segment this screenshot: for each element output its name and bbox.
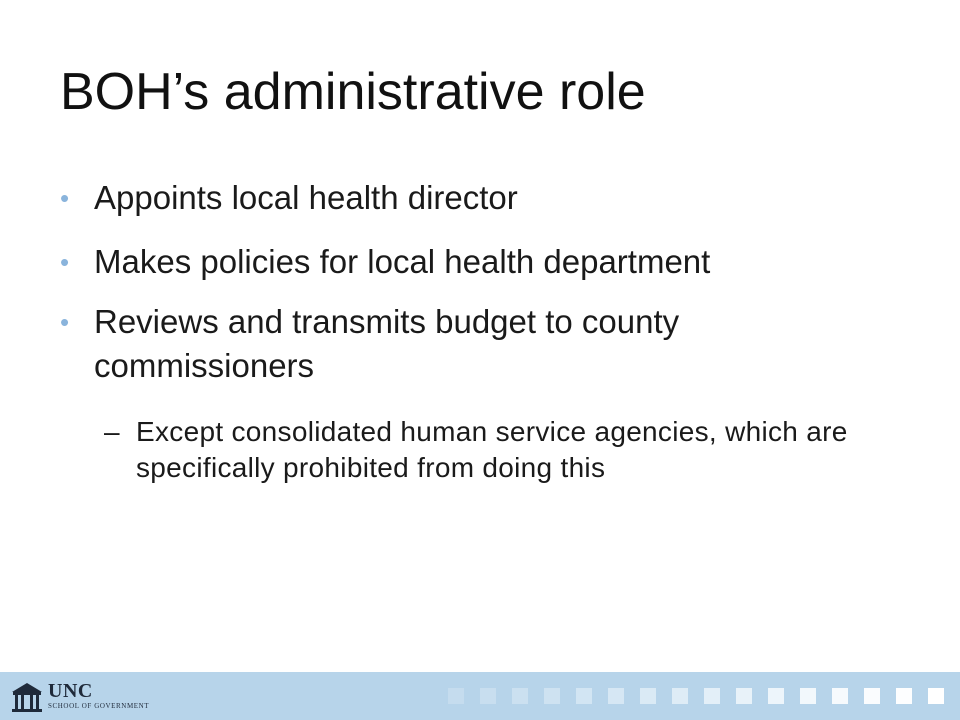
bullet-text: Reviews and transmits budget to county commissioners xyxy=(94,303,680,384)
bullet-text: Appoints local health director xyxy=(94,179,518,216)
sub-bullet-text: Except consolidated human service agencies, which are specifically prohibited from doing this xyxy=(136,416,848,483)
decor-square xyxy=(896,688,912,704)
decor-square xyxy=(768,688,784,704)
footer-bar xyxy=(0,672,960,720)
decor-square xyxy=(544,688,560,704)
decor-square xyxy=(704,688,720,704)
decor-square xyxy=(832,688,848,704)
decor-square xyxy=(800,688,816,704)
bullet-marker: • xyxy=(60,247,70,277)
decor-square xyxy=(640,688,656,704)
bullet-marker: • xyxy=(60,307,70,337)
decor-square xyxy=(928,688,944,704)
decor-square xyxy=(608,688,624,704)
old-well-icon xyxy=(10,680,44,714)
bullet-marker: • xyxy=(60,183,70,213)
decor-square xyxy=(672,688,688,704)
decor-square xyxy=(480,688,496,704)
bullet-text: Makes policies for local health department xyxy=(94,243,711,280)
decor-square xyxy=(512,688,528,704)
unc-logo xyxy=(10,680,150,714)
sub-bullet-marker: – xyxy=(104,416,120,447)
decor-square xyxy=(576,688,592,704)
decor-square xyxy=(736,688,752,704)
decor-square xyxy=(864,688,880,704)
logo-unc-text: UNC xyxy=(48,680,93,702)
decor-square xyxy=(448,688,464,704)
slide-title: BOH’s administrative role xyxy=(60,63,646,121)
logo-school-text: SCHOOL OF GOVERNMENT xyxy=(48,702,150,710)
